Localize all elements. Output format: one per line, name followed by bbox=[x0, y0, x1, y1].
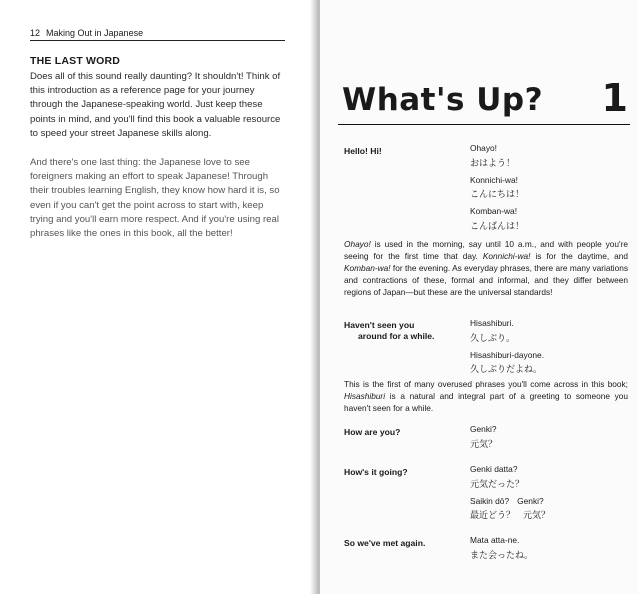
kana-mata-atta-ne: また会ったね。 bbox=[470, 550, 534, 561]
right-page bbox=[320, 0, 638, 594]
romaji-mata-atta-ne: Mata atta-ne. bbox=[470, 535, 520, 545]
kana-saikin-do: 最近どう？ bbox=[470, 511, 516, 522]
chapter-rule bbox=[338, 124, 630, 125]
romaji-hisashiburi: Hisashiburi. bbox=[470, 318, 514, 328]
kana-ohayo: おはよう！ bbox=[470, 158, 516, 169]
kana-hisashiburi: 久しぶり。 bbox=[470, 333, 516, 344]
phrase-english-how-are-you: How are you? bbox=[344, 427, 401, 437]
kana-hisashiburi-dayone: 久しぶりだよね。 bbox=[470, 365, 543, 376]
kana-genki-datta: 元気だった？ bbox=[470, 479, 525, 490]
phrase-japanese-met-again bbox=[470, 533, 533, 565]
english-line: Haven't seen you bbox=[344, 320, 415, 330]
running-head-title: Making Out in Japanese bbox=[46, 28, 144, 38]
romaji-genki-2: Genki? bbox=[517, 495, 544, 506]
romaji-genki: Genki? bbox=[470, 424, 497, 434]
kana-genki: 元気？ bbox=[470, 439, 498, 450]
phrase-japanese-how-are-you bbox=[470, 422, 497, 454]
kana-kombanwa: こんばんは！ bbox=[470, 221, 525, 232]
chapter-number: 1 bbox=[601, 76, 628, 120]
paragraph-intro: Does all of this sound really daunting? It shouldn't! Think of this introduction as a reference page for your journey through the Japanese-speaking world. Just keep these points in mind, and you'll find this book a valuable resource to speed your street Japanese skills along. bbox=[30, 71, 281, 139]
section-title: THE LAST WORD bbox=[30, 55, 121, 67]
phrase-english-hello: Hello! Hi! bbox=[344, 146, 382, 156]
chapter-title: What's Up? bbox=[342, 82, 544, 118]
phrase-japanese-hello bbox=[470, 141, 524, 236]
note-text: is a natural and integral part of a greeting to someone you haven't seen for a while. bbox=[344, 391, 628, 413]
page-number: 12 bbox=[30, 28, 41, 38]
romaji-genki-datta: Genki datta? bbox=[470, 464, 518, 474]
term-ohayo: Ohayo! bbox=[344, 239, 371, 249]
romaji-kombanwa: Komban-wa! bbox=[470, 206, 518, 217]
note-greetings bbox=[344, 238, 628, 298]
english-line: around for a while. bbox=[358, 331, 435, 341]
note-text: for the evening. As everyday phrases, there are many variations and contractions of these, formal and informal, and they differ between regions of Japan—but these are the universal standards! bbox=[344, 263, 628, 297]
left-page bbox=[0, 0, 317, 594]
term-kombanwa: Komban-wa! bbox=[344, 263, 391, 273]
paragraph-last-thing: And there's one last thing: the Japanese love to see foreigners making an effort to speak Japanese! Through their troubles learning English, they know how hard it is, so even if you can't get the point across to start with, keep trying and you'll earn more respect. And if you're using real phrases like the ones in this book, all the better! bbox=[30, 157, 280, 240]
romaji-pair bbox=[470, 494, 550, 510]
term-konnichiwa: Konnichi-wa! bbox=[482, 251, 531, 261]
kana-konnichiwa: こんにちは！ bbox=[470, 190, 525, 201]
note-text: This is the first of many overused phrases you'll come across in this book; bbox=[344, 379, 628, 389]
phrase-english-met-again: So we've met again. bbox=[344, 538, 426, 548]
phrase-japanese-hows-it-going bbox=[470, 462, 550, 525]
romaji-saikin-do: Saikin dō? bbox=[470, 495, 510, 506]
phrase-english-havent-seen bbox=[344, 320, 434, 342]
term-hisashiburi: Hisashiburi bbox=[344, 391, 386, 401]
note-text: is for the daytime, and bbox=[530, 251, 629, 261]
note-text: is used in the morning, say until 10 a.m., and with people you're seeing for the first time that day. bbox=[344, 239, 628, 261]
phrase-japanese-havent-seen bbox=[470, 316, 544, 379]
romaji-hisashiburi-dayone: Hisashiburi-dayone. bbox=[470, 349, 545, 360]
phrase-english-hows-it-going: How's it going? bbox=[344, 467, 408, 477]
romaji-konnichiwa: Konnichi-wa! bbox=[470, 174, 518, 185]
note-hisashiburi bbox=[344, 378, 628, 414]
running-head bbox=[30, 28, 285, 41]
kana-genki-2: 元気？ bbox=[523, 511, 551, 522]
romaji-ohayo: Ohayo! bbox=[470, 143, 498, 153]
kana-pair bbox=[470, 509, 550, 525]
